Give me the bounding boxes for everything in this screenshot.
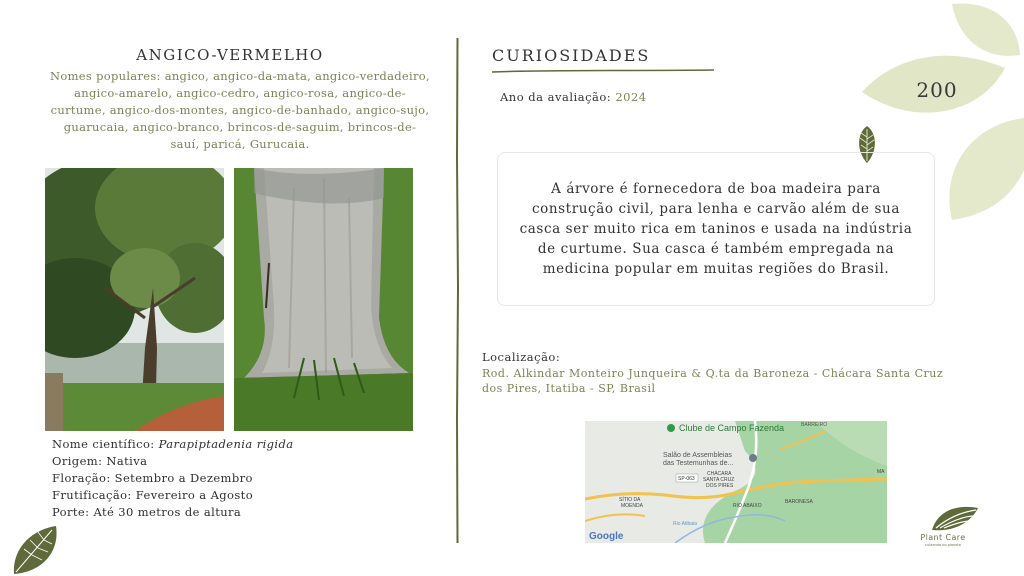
- location-label: Localização:: [482, 350, 561, 364]
- title-underline: [492, 68, 714, 74]
- brand-tagline: cuidando do planeta: [925, 543, 961, 547]
- map-label: CHÁCARA: [707, 471, 732, 477]
- scientific-name: Nome científico: Parapiptadenia rigida: [52, 437, 294, 451]
- species-name: ANGICO-VERMELHO: [136, 46, 324, 64]
- brand-logo-icon: [928, 504, 980, 532]
- leaf-icon: [8, 522, 60, 576]
- map-label: DOS PIRES: [706, 483, 734, 489]
- map-label: SANTA CRUZ: [703, 477, 735, 483]
- scientific-name-value: Parapiptadenia rigida: [158, 437, 294, 451]
- tree-number: 200: [916, 78, 958, 102]
- leaf-shape: [952, 3, 1020, 55]
- flowering: Floração: Setembro a Dezembro: [52, 471, 253, 485]
- location-address: Rod. Alkindar Monteiro Junqueira & Q.ta da Baroneza - Chácara Santa Cruz dos Pires, Itatiba - SP, Brasil: [482, 367, 944, 395]
- google-logo: Google: [589, 531, 624, 542]
- divider: [455, 38, 460, 543]
- size: Porte: Até 30 metros de altura: [52, 505, 242, 519]
- road-label: SP-063: [678, 476, 695, 482]
- map-label: das Testemunhas de...: [663, 460, 734, 467]
- location-map[interactable]: [585, 421, 887, 543]
- leaf-shape: [949, 118, 1024, 220]
- popular-names: Nomes populares: angico, angico-da-mata, angico-verdadeiro, angico-amarelo, angico-cedro, angico-rosa, angico-de-curtume, angico-dos-montes, angico-de-banhado, angico-sujo, guarucaia, angico-branco, brincos-de-saguim, brincos-de-sauí, paricá, Gurucaia.: [50, 69, 430, 151]
- map-label: RIO ABAIXO: [733, 503, 762, 509]
- map-label: SÍTIO DA: [619, 497, 641, 503]
- map-label: Salão de Assembleias: [663, 452, 732, 459]
- trunk-photo: [234, 168, 413, 431]
- brand-name: Plant Care: [920, 533, 966, 542]
- map-label: MA: [877, 469, 885, 475]
- tree-photo: [45, 168, 224, 431]
- fruiting: Frutificação: Fevereiro a Agosto: [52, 488, 254, 502]
- map-marker-icon[interactable]: [749, 454, 757, 462]
- map-label: Clube de Campo Fazenda: [679, 423, 785, 433]
- origin: Origem: Nativa: [52, 454, 148, 468]
- map-marker-icon[interactable]: [667, 424, 675, 432]
- evaluation-year-value: 2024: [615, 90, 647, 104]
- curiosity-card: [497, 152, 935, 306]
- curiosity-text: A árvore é fornecedora de boa madeira para construção civil, para lenha e carvão além de sua casca ser muito rica em taninos e usada na indústria de curtume. Sua casca é também empregada na medicina popular em muitas regiões do Brasil.: [519, 181, 913, 277]
- evaluation-year: Ano da avaliação: 2024: [500, 90, 647, 104]
- map-label: MOENDA: [621, 503, 643, 509]
- map-label: BARONESA: [785, 499, 813, 505]
- species-info: [52, 436, 294, 521]
- map-label: BARREIRO: [801, 422, 828, 428]
- map-label: Rio Atibaia: [673, 521, 697, 527]
- section-title: CURIOSIDADES: [492, 46, 651, 65]
